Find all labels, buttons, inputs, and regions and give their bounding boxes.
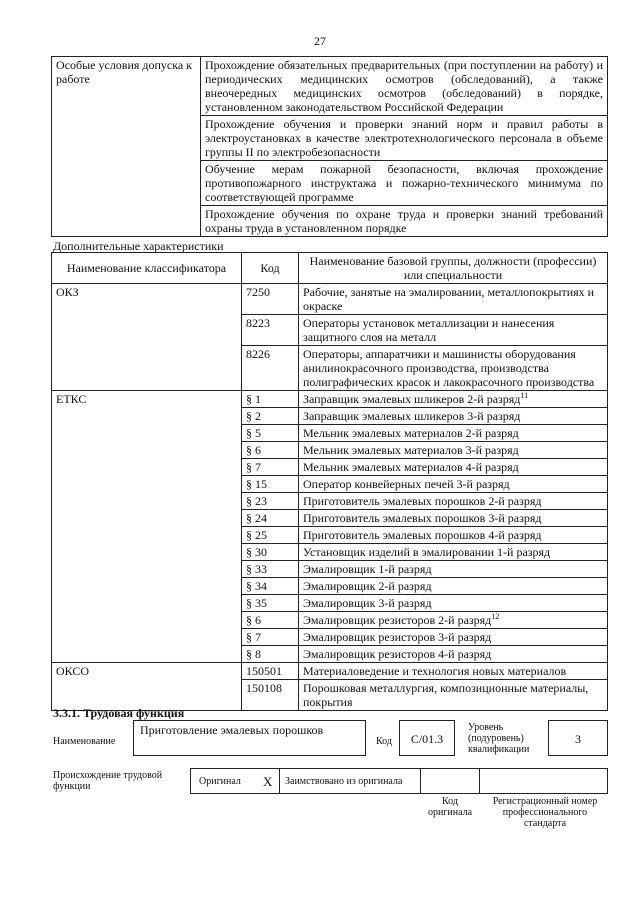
name-label: Наименование <box>53 736 116 747</box>
code-cell: § 2 <box>242 408 299 425</box>
name-text: Мельник эмалевых материалов 3-й разряд <box>303 443 519 457</box>
code-label: Код <box>376 736 392 747</box>
level-label: Уровень (подуровень) квалификации <box>468 722 530 755</box>
code-cell: 150108 <box>242 680 299 711</box>
code-cell: 8223 <box>242 315 299 346</box>
name-cell <box>299 391 608 408</box>
code-cell: § 8 <box>242 646 299 663</box>
name-text: Эмалировщик 3-й разряд <box>303 596 432 610</box>
code-cell: 150501 <box>242 663 299 680</box>
classifier-rows <box>52 284 608 711</box>
name-text: Установщик изделий в эмалировании 1-й разряд <box>303 545 551 559</box>
code-cell: § 23 <box>242 493 299 510</box>
name-cell <box>299 578 608 595</box>
name-text: Мельник эмалевых материалов 2-й разряд <box>303 426 519 440</box>
code-cell: § 7 <box>242 459 299 476</box>
name-text: Эмалировщик 2-й разряд <box>303 579 432 593</box>
code-original-label: Код оригинала <box>427 796 473 818</box>
borrowed-cell <box>279 768 421 794</box>
name-text: Заправщик эмалевых шликеров 2-й разряд <box>303 392 521 406</box>
name-cell <box>299 612 608 629</box>
name-cell <box>299 346 608 391</box>
name-cell <box>299 527 608 544</box>
code-original-cell <box>420 768 480 794</box>
origin-table <box>190 768 608 794</box>
admission-conditions-label: Особые условия допуска к работе <box>52 57 201 237</box>
name-text: Заправщик эмалевых шликеров 3-й разряд <box>303 409 521 423</box>
name-cell <box>299 459 608 476</box>
header-code: Код <box>242 253 299 284</box>
original-cell <box>190 768 280 794</box>
condition-item: Прохождение обучения и проверки знаний норм и правил работы в электроустановках в качестве электротехнологического персонала в объеме группы II по электробезопасности <box>201 116 608 161</box>
function-name-field: Приготовление эмалевых порошков <box>133 720 366 756</box>
name-cell <box>299 595 608 612</box>
reg-number-label: Регистрационный номер профессионального стандарта <box>492 796 598 829</box>
name-text: Операторы установок металлизации и нанесения защитного слоя на металл <box>303 316 555 344</box>
labor-function-title: 3.3.1. Трудовая функция <box>53 706 185 720</box>
name-cell <box>299 680 608 711</box>
name-text: Оператор конвейерных печей 3-й разряд <box>303 477 510 491</box>
name-cell <box>299 425 608 442</box>
code-cell: § 34 <box>242 578 299 595</box>
code-cell: 7250 <box>242 284 299 315</box>
name-cell <box>299 561 608 578</box>
borrowed-label: Заимствовано из оригинала <box>285 776 403 787</box>
name-cell <box>299 493 608 510</box>
code-cell: § 24 <box>242 510 299 527</box>
table-row <box>52 284 608 315</box>
name-text: Приготовитель эмалевых порошков 2-й разряд <box>303 494 542 508</box>
admission-conditions-table <box>51 56 608 237</box>
code-cell: § 5 <box>242 425 299 442</box>
code-cell: 8226 <box>242 346 299 391</box>
name-text: Операторы, аппаратчики и машинисты оборудования анилинокрасочного производства, производства полиграфических красок и лакокрасочного производства <box>303 347 595 389</box>
original-label: Оригинал <box>199 776 241 787</box>
code-field: C/01.3 <box>399 720 455 756</box>
condition-item: Прохождение обучения по охране труда и проверки знаний требований охраны труда в установленном порядке <box>201 206 608 237</box>
name-cell <box>299 629 608 646</box>
name-text: Порошковая металлургия, композиционные материалы, покрытия <box>303 681 589 709</box>
code-cell: § 6 <box>242 612 299 629</box>
name-cell <box>299 510 608 527</box>
level-field: 3 <box>548 720 608 756</box>
name-text: Эмалировщик резисторов 4-й разряд <box>303 647 492 661</box>
name-text: Рабочие, занятые на эмалировании, металлопокрытиях и окраске <box>303 285 595 313</box>
code-cell: § 35 <box>242 595 299 612</box>
name-cell <box>299 476 608 493</box>
name-cell <box>299 544 608 561</box>
classifier-cell: ОКЗ <box>52 284 242 391</box>
reg-number-cell <box>479 768 608 794</box>
table-row <box>52 663 608 680</box>
name-text: Мельник эмалевых материалов 4-й разряд <box>303 460 519 474</box>
code-cell: § 30 <box>242 544 299 561</box>
name-text: Материаловедение и технология новых материалов <box>303 664 567 678</box>
header-classifier: Наименование классификатора <box>52 253 242 284</box>
table-row <box>52 391 608 408</box>
name-text: Эмалировщик резисторов 2-й разряд <box>303 613 492 627</box>
condition-item: Прохождение обязательных предварительных (при поступлении на работу) и периодических медицинских осмотров (обследований), а также внеочередных медицинских осмотров (обследований) в порядке, установленном законодательством Российской Федерации <box>201 57 608 116</box>
condition-item: Обучение мерам пожарной безопасности, включая прохождение противопожарного инструктажа и пожарно-технического минимума по соответствующей программе <box>201 161 608 206</box>
name-cell <box>299 663 608 680</box>
additional-characteristics-title: Дополнительные характеристики <box>53 239 224 253</box>
code-cell: § 1 <box>242 391 299 408</box>
code-cell: § 15 <box>242 476 299 493</box>
name-cell <box>299 646 608 663</box>
name-cell <box>299 408 608 425</box>
code-cell: § 7 <box>242 629 299 646</box>
name-text: Эмалировщик 1-й разряд <box>303 562 432 576</box>
name-text: Приготовитель эмалевых порошков 4-й разряд <box>303 528 542 542</box>
footnote-ref: 12 <box>491 612 500 621</box>
origin-label: Происхождение трудовой функции <box>53 770 163 792</box>
classifier-cell: ОКСО <box>52 663 242 711</box>
classifier-cell: ЕТКС <box>52 391 242 663</box>
original-mark: X <box>263 774 273 789</box>
name-text: Приготовитель эмалевых порошков 3-й разряд <box>303 511 542 525</box>
header-name: Наименование базовой группы, должности (профессии) или специальности <box>299 253 608 284</box>
page-number: 27 <box>314 34 326 48</box>
code-cell: § 6 <box>242 442 299 459</box>
name-cell <box>299 442 608 459</box>
footnote-ref: 11 <box>520 391 529 400</box>
name-cell <box>299 315 608 346</box>
additional-characteristics-table <box>51 252 608 711</box>
code-cell: § 25 <box>242 527 299 544</box>
code-cell: § 33 <box>242 561 299 578</box>
name-cell <box>299 284 608 315</box>
name-text: Эмалировщик резисторов 3-й разряд <box>303 630 492 644</box>
